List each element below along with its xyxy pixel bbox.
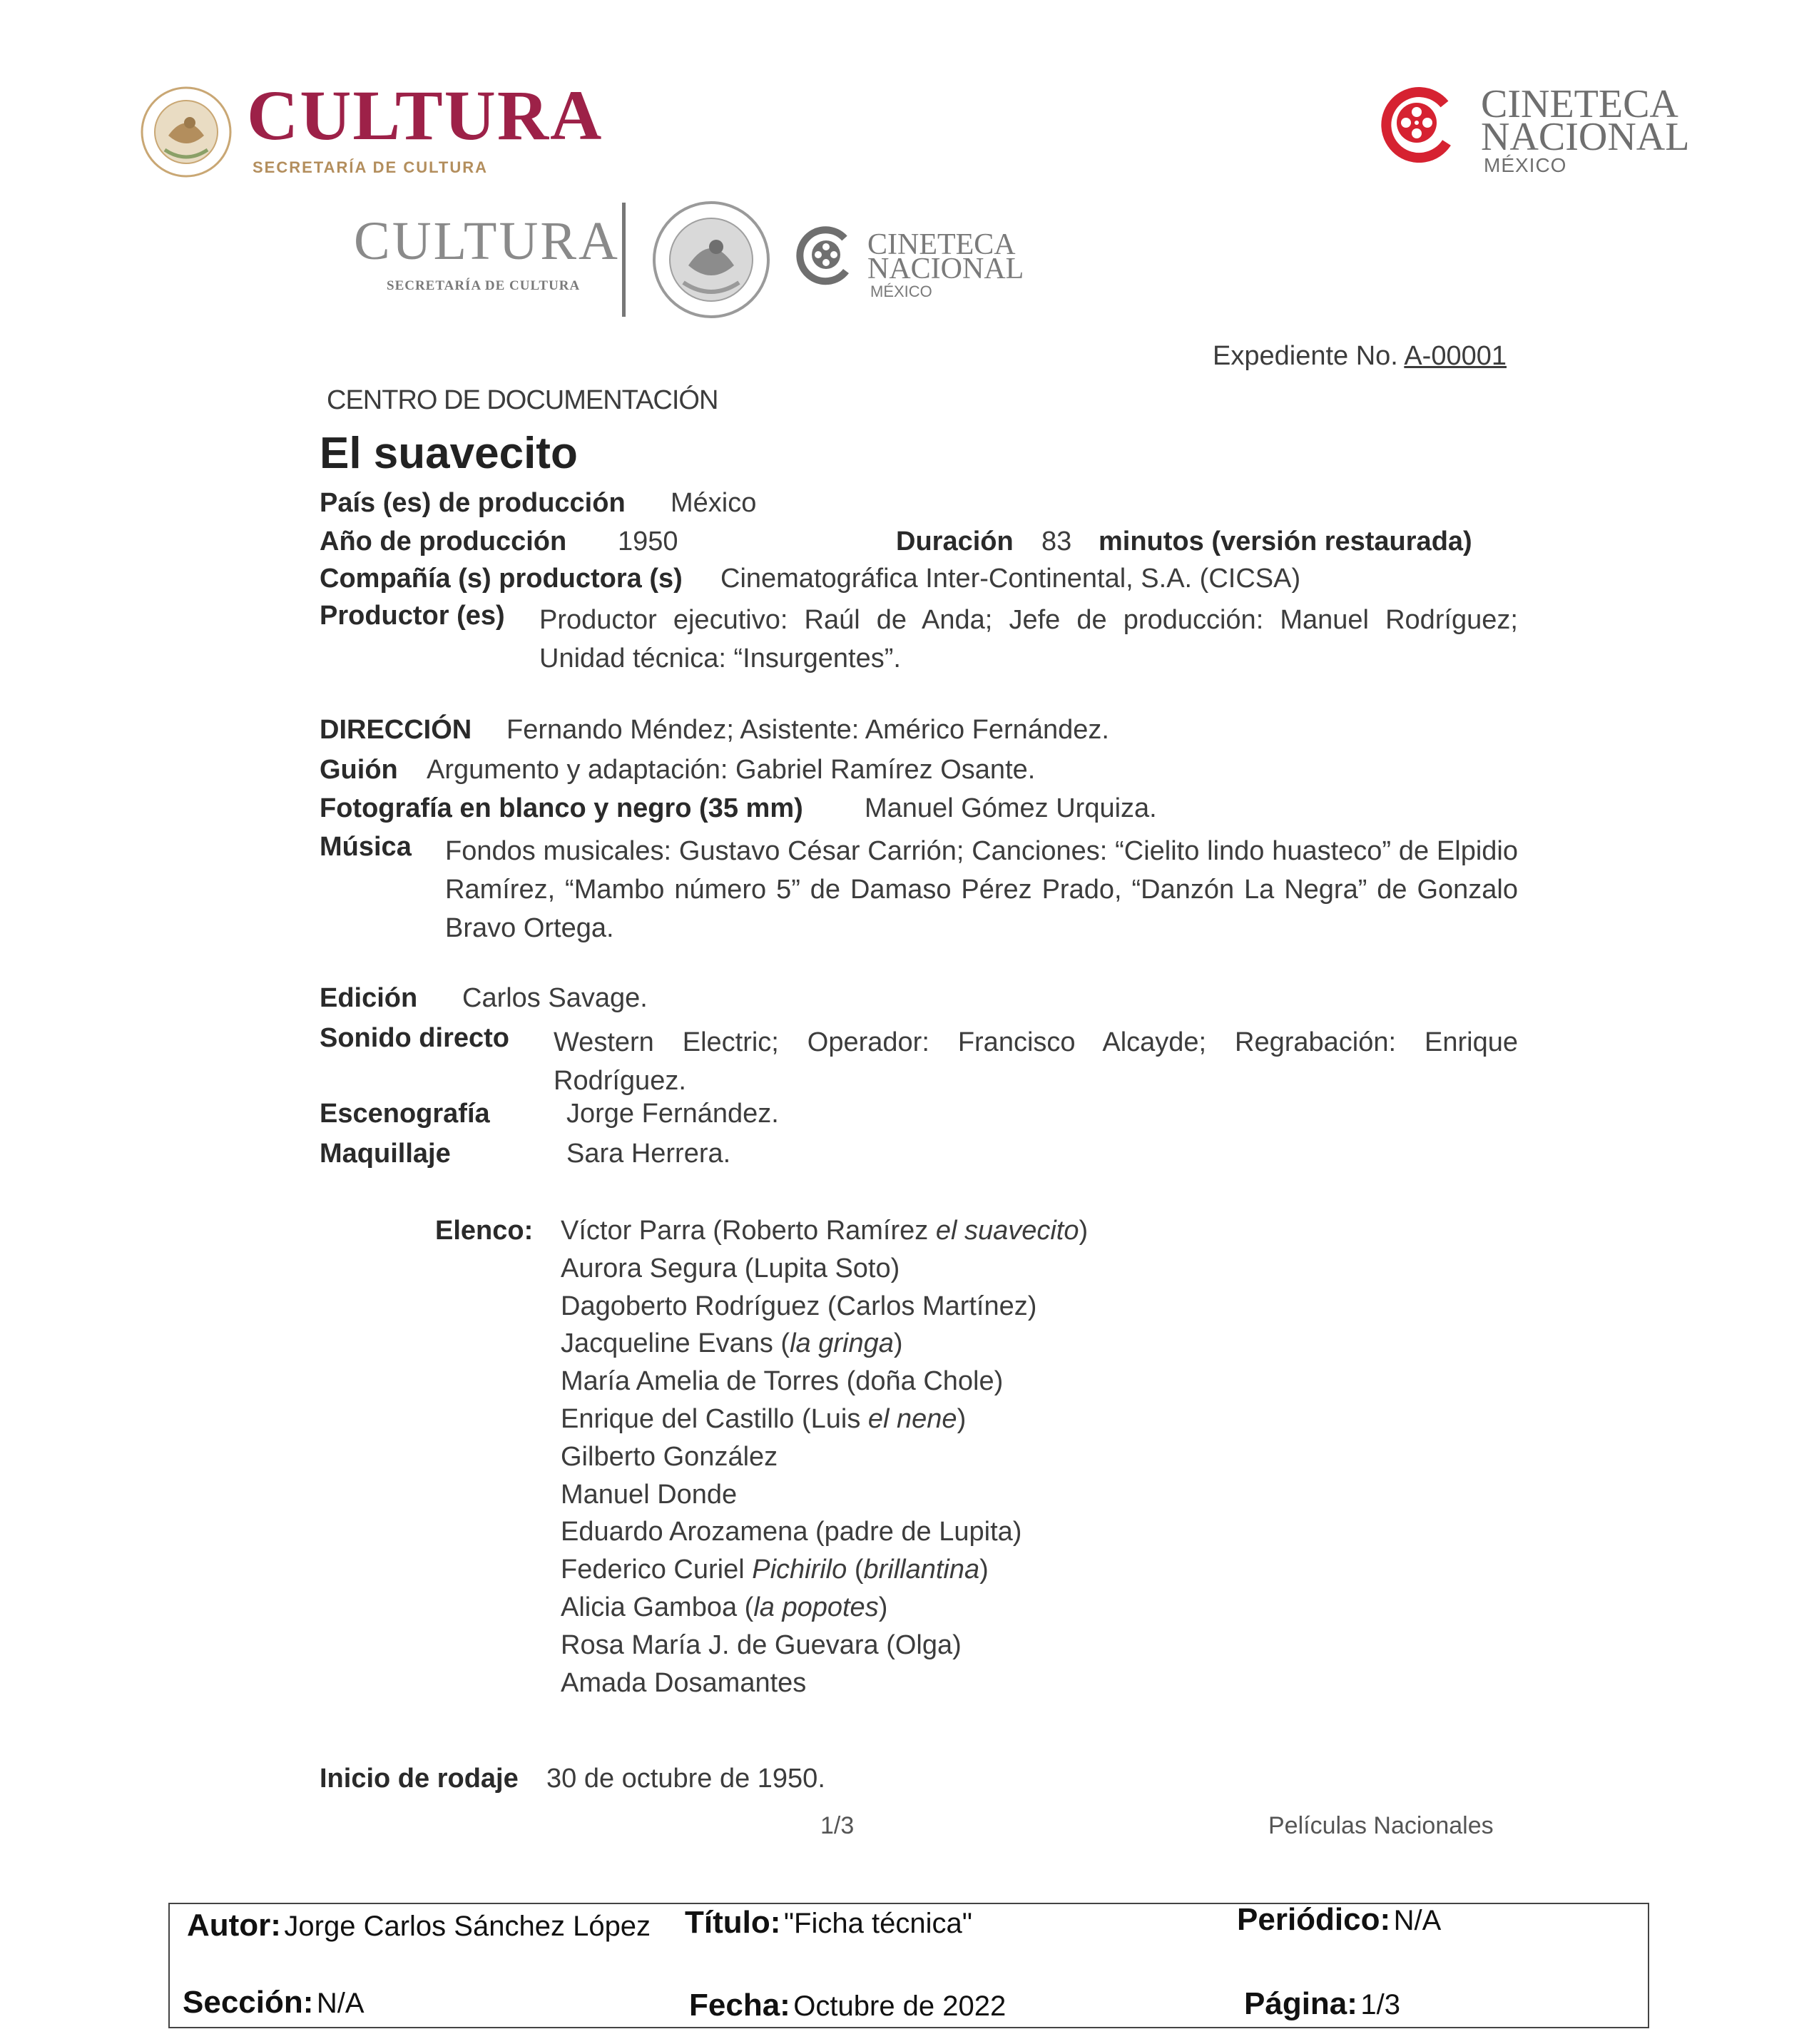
doc-page-number: 1/3 bbox=[820, 1812, 855, 1839]
compania-value: Cinematográfica Inter-Continental, S.A. (CICSA) bbox=[720, 564, 1301, 594]
edicion-label: Edición bbox=[320, 983, 418, 1013]
cast-member: Víctor Parra (Roberto Ramírez el suavecito) bbox=[561, 1216, 1089, 1246]
seccion-value: N/A bbox=[316, 1988, 365, 2019]
cast-member: Jacqueline Evans (la gringa) bbox=[561, 1328, 903, 1359]
footer-autor bbox=[187, 1908, 651, 1943]
cast-member: Dagoberto Rodríguez (Carlos Martínez) bbox=[561, 1291, 1037, 1321]
doc-collection: Películas Nacionales bbox=[1268, 1812, 1494, 1839]
duracion-unit: minutos (versión restaurada) bbox=[1099, 527, 1472, 556]
rodaje-label: Inicio de rodaje bbox=[320, 1764, 519, 1794]
musica-value: Fondos musicales: Gustavo César Carrión; Canciones: “Cielito lindo huasteco” de Elpidio Ramírez, “Mambo número 5” de Damaso Pérez Prado, “Danzón La Negra” de Gonzalo Bravo Ortega. bbox=[445, 836, 1518, 943]
foto-label: Fotografía en blanco y negro (35 mm) bbox=[320, 793, 803, 823]
cast-member: Gilberto González bbox=[561, 1441, 778, 1472]
guion-label: Guión bbox=[320, 755, 398, 785]
fecha-label: Fecha: bbox=[689, 1988, 790, 2023]
pagina-label: Página: bbox=[1244, 1986, 1357, 2021]
direccion-label: DIRECCIÓN bbox=[320, 715, 472, 745]
scan-cineteca-line2: NACIONAL bbox=[867, 253, 1024, 285]
titulo-label: Título: bbox=[685, 1905, 781, 1940]
pais-label: País (es) de producción bbox=[320, 488, 626, 518]
esceno-value: Jorge Fernández. bbox=[566, 1099, 779, 1129]
scan-seal-logo bbox=[649, 200, 773, 320]
periodico-value: N/A bbox=[1393, 1905, 1442, 1936]
cultura-subtitle: SECRETARÍA DE CULTURA bbox=[253, 158, 489, 176]
scan-cineteca-icon bbox=[796, 223, 853, 287]
centro-heading: CENTRO DE DOCUMENTACIÓN bbox=[327, 385, 718, 415]
guion-value: Argumento y adaptación: Gabriel Ramírez Osante. bbox=[427, 755, 1036, 785]
seccion-label: Sección: bbox=[183, 1985, 314, 2020]
duracion-label: Duración bbox=[896, 527, 1014, 556]
foto-value: Manuel Gómez Urquiza. bbox=[865, 793, 1157, 823]
productor-value: Productor ejecutivo: Raúl de Anda; Jefe de producción: Manuel Rodríguez; Unidad técnica: “Insurgentes”. bbox=[539, 605, 1518, 673]
film-title: El suavecito bbox=[320, 429, 578, 478]
anio-value: 1950 bbox=[618, 527, 678, 556]
footer-seccion bbox=[183, 1985, 365, 2020]
cast-member: María Amelia de Torres (doña Chole) bbox=[561, 1366, 1004, 1397]
esceno-label: Escenografía bbox=[320, 1099, 490, 1129]
pais-value: México bbox=[671, 488, 757, 518]
cast-member: Amada Dosamantes bbox=[561, 1667, 807, 1698]
productor-label: Productor (es) bbox=[320, 601, 505, 631]
expediente-label: Expediente No. bbox=[1213, 341, 1398, 371]
autor-label: Autor: bbox=[187, 1908, 281, 1943]
compania-label: Compañía (s) productora (s) bbox=[320, 564, 683, 594]
fecha-value: Octubre de 2022 bbox=[793, 1990, 1007, 2022]
elenco-label: Elenco: bbox=[435, 1216, 534, 1246]
direccion-value: Fernando Méndez; Asistente: Américo Fernández. bbox=[506, 715, 1109, 745]
musica-label: Música bbox=[320, 832, 412, 862]
cast-member: Rosa María J. de Guevara (Olga) bbox=[561, 1629, 962, 1660]
scan-cultura-subtitle: SECRETARÍA DE CULTURA bbox=[387, 278, 581, 293]
edicion-value: Carlos Savage. bbox=[462, 983, 648, 1013]
maquillaje-value: Sara Herrera. bbox=[566, 1139, 731, 1169]
scan-cineteca-line1: CINETECA bbox=[867, 228, 1016, 261]
seal-logo bbox=[140, 86, 233, 178]
cast-member: Manuel Donde bbox=[561, 1479, 738, 1510]
cast-member: Federico Curiel Pichirilo (brillantina) bbox=[561, 1555, 989, 1585]
footer-periodico bbox=[1237, 1902, 1441, 1938]
sonido-label: Sonido directo bbox=[320, 1023, 509, 1053]
scan-divider bbox=[622, 203, 626, 317]
cineteca-line2: NACIONAL bbox=[1481, 115, 1690, 159]
scan-cultura-title: CULTURA bbox=[354, 211, 620, 271]
cast-member: Aurora Segura (Lupita Soto) bbox=[561, 1253, 900, 1283]
anio-label: Año de producción bbox=[320, 527, 567, 556]
cast-member: Enrique del Castillo (Luis el nene) bbox=[561, 1404, 967, 1434]
cultura-title: CULTURA bbox=[247, 76, 603, 155]
cineteca-line1: CINETECA bbox=[1481, 82, 1678, 126]
cast-member: Alicia Gamboa (la popotes) bbox=[561, 1592, 888, 1622]
periodico-label: Periódico: bbox=[1237, 1902, 1391, 1937]
maquillaje-label: Maquillaje bbox=[320, 1139, 451, 1169]
duracion-value: 83 bbox=[1041, 527, 1072, 556]
pagina-value: 1/3 bbox=[1360, 1989, 1400, 2020]
sonido-value: Western Electric; Operador: Francisco Alcayde; Regrabación: Enrique Rodríguez. bbox=[554, 1027, 1518, 1096]
titulo-value: "Ficha técnica" bbox=[783, 1908, 972, 1939]
autor-value: Jorge Carlos Sánchez López bbox=[284, 1911, 651, 1942]
scan-cineteca-line3: MÉXICO bbox=[870, 283, 932, 300]
rodaje-value: 30 de octubre de 1950. bbox=[546, 1764, 825, 1794]
expediente bbox=[1213, 341, 1507, 372]
cineteca-logo-icon bbox=[1377, 83, 1457, 163]
cineteca-line3: MÉXICO bbox=[1484, 154, 1567, 176]
footer-fecha bbox=[689, 1988, 1006, 2023]
expediente-value: A-00001 bbox=[1404, 341, 1507, 371]
cast-member: Eduardo Arozamena (padre de Lupita) bbox=[561, 1517, 1022, 1547]
footer-titulo bbox=[685, 1905, 972, 1941]
footer-pagina bbox=[1244, 1986, 1400, 2022]
